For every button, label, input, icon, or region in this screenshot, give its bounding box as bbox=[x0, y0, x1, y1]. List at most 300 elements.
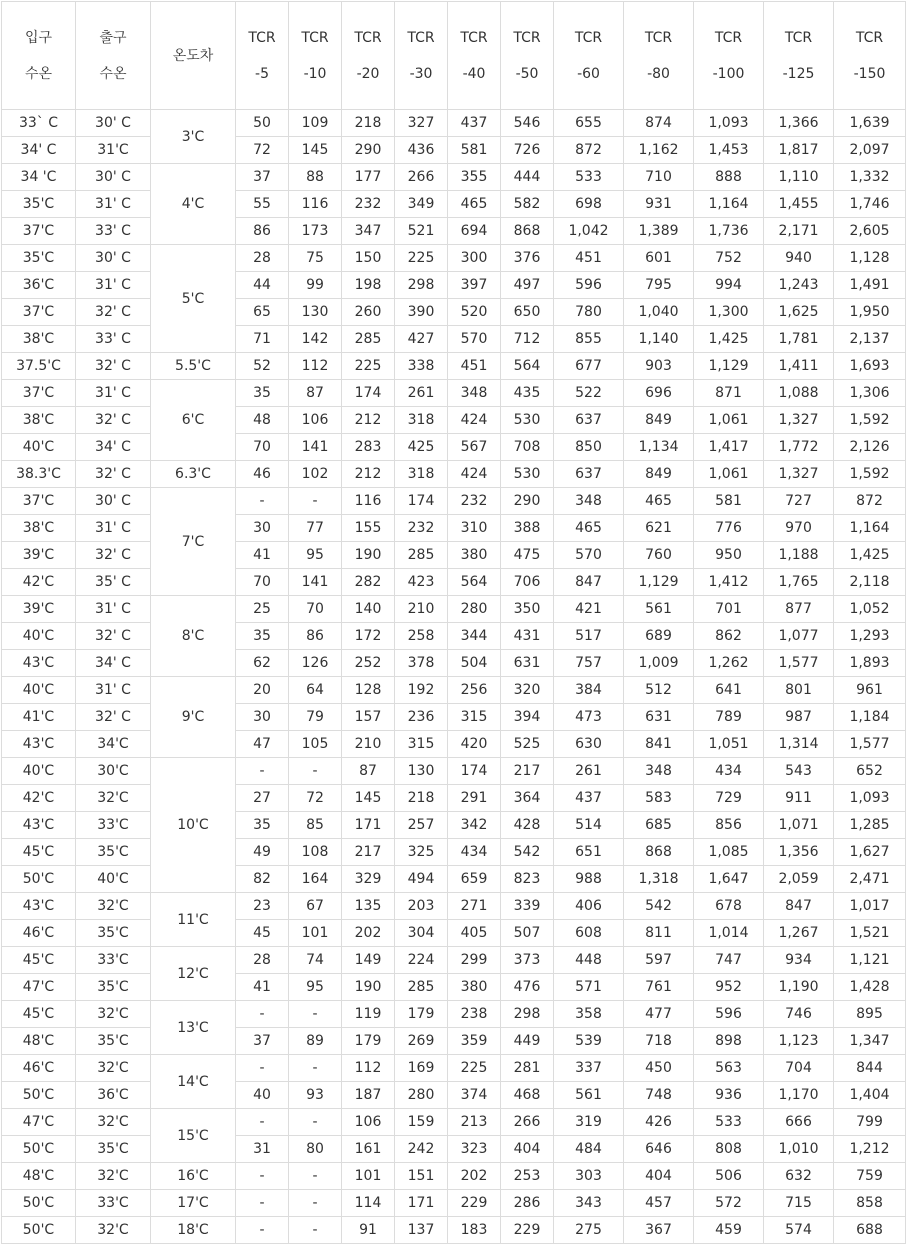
capacity-cell: 465 bbox=[554, 515, 624, 542]
table-row bbox=[2, 596, 906, 623]
capacity-cell: 874 bbox=[624, 110, 694, 137]
capacity-cell: 404 bbox=[624, 1163, 694, 1190]
capacity-cell: 65 bbox=[236, 299, 289, 326]
capacity-cell: 190 bbox=[342, 542, 395, 569]
capacity-cell: 149 bbox=[342, 947, 395, 974]
capacity-cell: 581 bbox=[694, 488, 764, 515]
capacity-cell: 343 bbox=[554, 1190, 624, 1217]
capacity-cell: 285 bbox=[342, 326, 395, 353]
header-outlet-temp bbox=[76, 2, 151, 110]
capacity-cell: 746 bbox=[764, 1001, 834, 1028]
inlet-temp-cell: 45'C bbox=[2, 1001, 76, 1028]
capacity-cell: 212 bbox=[342, 461, 395, 488]
capacity-cell: 27 bbox=[236, 785, 289, 812]
capacity-cell: 437 bbox=[554, 785, 624, 812]
header-model bbox=[764, 2, 834, 110]
table-row bbox=[2, 1136, 906, 1163]
capacity-cell: 1,129 bbox=[624, 569, 694, 596]
capacity-cell: 179 bbox=[342, 1028, 395, 1055]
capacity-cell: 229 bbox=[448, 1190, 501, 1217]
outlet-temp-cell: 32' C bbox=[76, 623, 151, 650]
outlet-temp-cell: 30' C bbox=[76, 245, 151, 272]
capacity-cell: 213 bbox=[448, 1109, 501, 1136]
inlet-temp-cell: 40'C bbox=[2, 434, 76, 461]
inlet-temp-cell: 50'C bbox=[2, 1136, 76, 1163]
capacity-cell: 449 bbox=[501, 1028, 554, 1055]
capacity-cell: 799 bbox=[834, 1109, 906, 1136]
capacity-cell: 888 bbox=[694, 164, 764, 191]
capacity-cell: 789 bbox=[694, 704, 764, 731]
capacity-cell: 64 bbox=[289, 677, 342, 704]
capacity-cell: 708 bbox=[501, 434, 554, 461]
capacity-cell: 477 bbox=[624, 1001, 694, 1028]
capacity-cell: 1,425 bbox=[694, 326, 764, 353]
capacity-cell: 310 bbox=[448, 515, 501, 542]
capacity-cell: 266 bbox=[395, 164, 448, 191]
capacity-cell: 283 bbox=[342, 434, 395, 461]
temp-diff-cell: 10'C bbox=[151, 758, 236, 893]
table-row bbox=[2, 758, 906, 785]
temp-diff-cell: 8'C bbox=[151, 596, 236, 677]
capacity-cell: 404 bbox=[501, 1136, 554, 1163]
capacity-cell: 522 bbox=[554, 380, 624, 407]
table-row bbox=[2, 704, 906, 731]
capacity-cell: 436 bbox=[395, 137, 448, 164]
capacity-cell: 752 bbox=[694, 245, 764, 272]
capacity-cell: - bbox=[289, 1001, 342, 1028]
temp-diff-cell: 9'C bbox=[151, 677, 236, 758]
header-model-line1: TCR bbox=[574, 29, 603, 46]
capacity-cell: 567 bbox=[448, 434, 501, 461]
header-model-line2: -80 bbox=[647, 65, 670, 82]
header-inlet-line1: 입구 bbox=[24, 29, 53, 46]
capacity-cell: 350 bbox=[501, 596, 554, 623]
capacity-cell: 1,647 bbox=[694, 866, 764, 893]
capacity-cell: 420 bbox=[448, 731, 501, 758]
outlet-temp-cell: 35'C bbox=[76, 1028, 151, 1055]
header-row bbox=[2, 2, 906, 110]
capacity-cell: 70 bbox=[236, 434, 289, 461]
capacity-cell: 202 bbox=[342, 920, 395, 947]
capacity-cell: 1,893 bbox=[834, 650, 906, 677]
capacity-cell: 601 bbox=[624, 245, 694, 272]
outlet-temp-cell: 30' C bbox=[76, 110, 151, 137]
capacity-cell: 1,772 bbox=[764, 434, 834, 461]
capacity-cell: 390 bbox=[395, 299, 448, 326]
capacity-cell: 1,327 bbox=[764, 407, 834, 434]
capacity-cell: - bbox=[236, 1163, 289, 1190]
capacity-cell: 30 bbox=[236, 704, 289, 731]
capacity-cell: 808 bbox=[694, 1136, 764, 1163]
capacity-cell: 112 bbox=[342, 1055, 395, 1082]
capacity-cell: 1,765 bbox=[764, 569, 834, 596]
capacity-cell: 1,040 bbox=[624, 299, 694, 326]
capacity-cell: 173 bbox=[289, 218, 342, 245]
outlet-temp-cell: 32' C bbox=[76, 353, 151, 380]
capacity-cell: 795 bbox=[624, 272, 694, 299]
capacity-cell: 2,137 bbox=[834, 326, 906, 353]
capacity-cell: 459 bbox=[694, 1217, 764, 1244]
capacity-cell: - bbox=[289, 1163, 342, 1190]
capacity-cell: 631 bbox=[501, 650, 554, 677]
capacity-cell: 348 bbox=[554, 488, 624, 515]
capacity-cell: 171 bbox=[342, 812, 395, 839]
capacity-cell: 174 bbox=[342, 380, 395, 407]
capacity-cell: 105 bbox=[289, 731, 342, 758]
capacity-cell: 1,093 bbox=[834, 785, 906, 812]
capacity-cell: 1,417 bbox=[694, 434, 764, 461]
capacity-cell: 425 bbox=[395, 434, 448, 461]
capacity-cell: 931 bbox=[624, 191, 694, 218]
capacity-cell: 135 bbox=[342, 893, 395, 920]
capacity-cell: 225 bbox=[342, 353, 395, 380]
capacity-cell: 298 bbox=[395, 272, 448, 299]
capacity-cell: 318 bbox=[395, 407, 448, 434]
capacity-cell: 35 bbox=[236, 623, 289, 650]
capacity-cell: 659 bbox=[448, 866, 501, 893]
capacity-cell: 507 bbox=[501, 920, 554, 947]
capacity-cell: 710 bbox=[624, 164, 694, 191]
capacity-cell: 689 bbox=[624, 623, 694, 650]
capacity-cell: 712 bbox=[501, 326, 554, 353]
capacity-cell: - bbox=[289, 488, 342, 515]
capacity-cell: 25 bbox=[236, 596, 289, 623]
capacity-cell: 871 bbox=[694, 380, 764, 407]
capacity-cell: 229 bbox=[501, 1217, 554, 1244]
capacity-cell: 1,128 bbox=[834, 245, 906, 272]
capacity-cell: 86 bbox=[289, 623, 342, 650]
capacity-cell: 517 bbox=[554, 623, 624, 650]
header-model-line1: TCR bbox=[784, 29, 813, 46]
capacity-cell: 847 bbox=[764, 893, 834, 920]
capacity-cell: 183 bbox=[448, 1217, 501, 1244]
capacity-cell: 20 bbox=[236, 677, 289, 704]
capacity-cell: 23 bbox=[236, 893, 289, 920]
capacity-cell: 109 bbox=[289, 110, 342, 137]
capacity-cell: 542 bbox=[624, 893, 694, 920]
capacity-cell: 1,627 bbox=[834, 839, 906, 866]
capacity-cell: 1,243 bbox=[764, 272, 834, 299]
capacity-cell: 376 bbox=[501, 245, 554, 272]
capacity-cell: 114 bbox=[342, 1190, 395, 1217]
temp-diff-cell: 4'C bbox=[151, 164, 236, 245]
capacity-cell: 342 bbox=[448, 812, 501, 839]
capacity-cell: 325 bbox=[395, 839, 448, 866]
capacity-cell: 99 bbox=[289, 272, 342, 299]
capacity-cell: 988 bbox=[554, 866, 624, 893]
capacity-cell: 280 bbox=[448, 596, 501, 623]
capacity-cell: - bbox=[236, 1109, 289, 1136]
capacity-cell: 303 bbox=[554, 1163, 624, 1190]
capacity-cell: 1,592 bbox=[834, 407, 906, 434]
capacity-cell: 950 bbox=[694, 542, 764, 569]
inlet-temp-cell: 46'C bbox=[2, 1055, 76, 1082]
capacity-cell: 150 bbox=[342, 245, 395, 272]
capacity-cell: 137 bbox=[395, 1217, 448, 1244]
capacity-cell: 300 bbox=[448, 245, 501, 272]
capacity-cell: 1,521 bbox=[834, 920, 906, 947]
capacity-cell: 961 bbox=[834, 677, 906, 704]
inlet-temp-cell: 37'C bbox=[2, 299, 76, 326]
table-row bbox=[2, 164, 906, 191]
capacity-cell: 52 bbox=[236, 353, 289, 380]
capacity-cell: 319 bbox=[554, 1109, 624, 1136]
capacity-cell: 844 bbox=[834, 1055, 906, 1082]
capacity-cell: 2,118 bbox=[834, 569, 906, 596]
capacity-cell: 285 bbox=[395, 974, 448, 1001]
header-model bbox=[289, 2, 342, 110]
inlet-temp-cell: 42'C bbox=[2, 785, 76, 812]
capacity-cell: 106 bbox=[289, 407, 342, 434]
capacity-cell: 1,736 bbox=[694, 218, 764, 245]
inlet-temp-cell: 35'C bbox=[2, 191, 76, 218]
capacity-cell: 224 bbox=[395, 947, 448, 974]
inlet-temp-cell: 37'C bbox=[2, 488, 76, 515]
capacity-cell: 116 bbox=[342, 488, 395, 515]
capacity-cell: 318 bbox=[395, 461, 448, 488]
table-row bbox=[2, 542, 906, 569]
outlet-temp-cell: 31' C bbox=[76, 596, 151, 623]
capacity-cell: 1,170 bbox=[764, 1082, 834, 1109]
capacity-cell: 651 bbox=[554, 839, 624, 866]
capacity-cell: 1,347 bbox=[834, 1028, 906, 1055]
header-model-line2: -50 bbox=[515, 65, 539, 82]
header-model-line2: -5 bbox=[255, 65, 269, 82]
inlet-temp-cell: 45'C bbox=[2, 839, 76, 866]
capacity-cell: 171 bbox=[395, 1190, 448, 1217]
capacity-cell: 329 bbox=[342, 866, 395, 893]
capacity-cell: 225 bbox=[395, 245, 448, 272]
outlet-temp-cell: 31' C bbox=[76, 515, 151, 542]
capacity-cell: 2,605 bbox=[834, 218, 906, 245]
inlet-temp-cell: 37'C bbox=[2, 380, 76, 407]
outlet-temp-cell: 34' C bbox=[76, 434, 151, 461]
capacity-cell: 367 bbox=[624, 1217, 694, 1244]
capacity-cell: 174 bbox=[448, 758, 501, 785]
capacity-cell: 266 bbox=[501, 1109, 554, 1136]
capacity-cell: 841 bbox=[624, 731, 694, 758]
capacity-cell: 315 bbox=[448, 704, 501, 731]
capacity-cell: 895 bbox=[834, 1001, 906, 1028]
table-row bbox=[2, 515, 906, 542]
inlet-temp-cell: 43'C bbox=[2, 731, 76, 758]
capacity-cell: 533 bbox=[554, 164, 624, 191]
capacity-cell: 506 bbox=[694, 1163, 764, 1190]
capacity-cell: 1,061 bbox=[694, 461, 764, 488]
inlet-temp-cell: 47'C bbox=[2, 974, 76, 1001]
table-row bbox=[2, 137, 906, 164]
capacity-cell: 394 bbox=[501, 704, 554, 731]
capacity-cell: 431 bbox=[501, 623, 554, 650]
capacity-cell: 397 bbox=[448, 272, 501, 299]
temp-diff-cell: 7'C bbox=[151, 488, 236, 596]
capacity-cell: 940 bbox=[764, 245, 834, 272]
inlet-temp-cell: 35'C bbox=[2, 245, 76, 272]
header-model-line2: -60 bbox=[577, 65, 600, 82]
table-row bbox=[2, 947, 906, 974]
capacity-cell: 428 bbox=[501, 812, 554, 839]
capacity-cell: 581 bbox=[448, 137, 501, 164]
capacity-cell: 315 bbox=[395, 731, 448, 758]
capacity-cell: 444 bbox=[501, 164, 554, 191]
capacity-cell: 423 bbox=[395, 569, 448, 596]
capacity-cell: 71 bbox=[236, 326, 289, 353]
capacity-cell: 1,184 bbox=[834, 704, 906, 731]
temp-diff-cell: 13'C bbox=[151, 1001, 236, 1055]
capacity-cell: 75 bbox=[289, 245, 342, 272]
capacity-cell: 849 bbox=[624, 407, 694, 434]
capacity-cell: 1,285 bbox=[834, 812, 906, 839]
table-row bbox=[2, 245, 906, 272]
outlet-temp-cell: 32' C bbox=[76, 299, 151, 326]
capacity-cell: 530 bbox=[501, 407, 554, 434]
capacity-cell: 374 bbox=[448, 1082, 501, 1109]
table-row bbox=[2, 569, 906, 596]
header-model-line1: TCR bbox=[855, 29, 884, 46]
header-outlet-line2: 수온 bbox=[99, 65, 127, 82]
capacity-cell: 726 bbox=[501, 137, 554, 164]
capacity-cell: 212 bbox=[342, 407, 395, 434]
capacity-cell: 161 bbox=[342, 1136, 395, 1163]
capacity-cell: 748 bbox=[624, 1082, 694, 1109]
capacity-cell: 694 bbox=[448, 218, 501, 245]
capacity-cell: 348 bbox=[448, 380, 501, 407]
outlet-temp-cell: 32'C bbox=[76, 1109, 151, 1136]
header-model bbox=[834, 2, 906, 110]
capacity-cell: 1,577 bbox=[834, 731, 906, 758]
capacity-cell: 384 bbox=[554, 677, 624, 704]
capacity-cell: 347 bbox=[342, 218, 395, 245]
capacity-cell: 218 bbox=[395, 785, 448, 812]
outlet-temp-cell: 32' C bbox=[76, 407, 151, 434]
outlet-temp-cell: 32'C bbox=[76, 1163, 151, 1190]
outlet-temp-cell: 31'C bbox=[76, 137, 151, 164]
capacity-cell: 678 bbox=[694, 893, 764, 920]
header-inlet-line2: 수온 bbox=[24, 65, 53, 82]
capacity-cell: 271 bbox=[448, 893, 501, 920]
capacity-cell: 192 bbox=[395, 677, 448, 704]
capacity-cell: 79 bbox=[289, 704, 342, 731]
table-row bbox=[2, 1001, 906, 1028]
capacity-cell: 525 bbox=[501, 731, 554, 758]
capacity-cell: 232 bbox=[395, 515, 448, 542]
capacity-cell: 632 bbox=[764, 1163, 834, 1190]
capacity-cell: 323 bbox=[448, 1136, 501, 1163]
capacity-cell: 621 bbox=[624, 515, 694, 542]
capacity-cell: 256 bbox=[448, 677, 501, 704]
capacity-cell: 406 bbox=[554, 893, 624, 920]
capacity-cell: 608 bbox=[554, 920, 624, 947]
outlet-temp-cell: 35'C bbox=[76, 1136, 151, 1163]
outlet-temp-cell: 32' C bbox=[76, 704, 151, 731]
capacity-cell: 484 bbox=[554, 1136, 624, 1163]
capacity-cell: 512 bbox=[624, 677, 694, 704]
outlet-temp-cell: 31' C bbox=[76, 272, 151, 299]
capacity-cell: 1,162 bbox=[624, 137, 694, 164]
capacity-cell: 1,134 bbox=[624, 434, 694, 461]
header-outlet-line1: 출구 bbox=[99, 29, 127, 46]
capacity-cell: 868 bbox=[624, 839, 694, 866]
capacity-cell: 811 bbox=[624, 920, 694, 947]
header-model-line2: -20 bbox=[356, 65, 380, 82]
capacity-cell: 101 bbox=[342, 1163, 395, 1190]
table-row bbox=[2, 1055, 906, 1082]
capacity-cell: 145 bbox=[289, 137, 342, 164]
capacity-cell: 337 bbox=[554, 1055, 624, 1082]
capacity-cell: 141 bbox=[289, 434, 342, 461]
capacity-cell: 424 bbox=[448, 461, 501, 488]
capacity-cell: 45 bbox=[236, 920, 289, 947]
capacity-cell: 169 bbox=[395, 1055, 448, 1082]
capacity-cell: 596 bbox=[694, 1001, 764, 1028]
capacity-cell: 225 bbox=[448, 1055, 501, 1082]
capacity-cell: 898 bbox=[694, 1028, 764, 1055]
capacity-cell: 1,188 bbox=[764, 542, 834, 569]
outlet-temp-cell: 30' C bbox=[76, 164, 151, 191]
capacity-cell: 571 bbox=[554, 974, 624, 1001]
capacity-cell: 1,314 bbox=[764, 731, 834, 758]
capacity-cell: 155 bbox=[342, 515, 395, 542]
inlet-temp-cell: 37'C bbox=[2, 218, 76, 245]
outlet-temp-cell: 30' C bbox=[76, 488, 151, 515]
capacity-cell: 1,051 bbox=[694, 731, 764, 758]
capacity-cell: 631 bbox=[624, 704, 694, 731]
table-row bbox=[2, 812, 906, 839]
capacity-cell: 872 bbox=[554, 137, 624, 164]
capacity-cell: 46 bbox=[236, 461, 289, 488]
capacity-cell: 521 bbox=[395, 218, 448, 245]
capacity-cell: 2,059 bbox=[764, 866, 834, 893]
capacity-cell: 304 bbox=[395, 920, 448, 947]
temp-diff-cell: 6.3'C bbox=[151, 461, 236, 488]
capacity-cell: 903 bbox=[624, 353, 694, 380]
capacity-cell: 427 bbox=[395, 326, 448, 353]
capacity-cell: 520 bbox=[448, 299, 501, 326]
capacity-cell: 780 bbox=[554, 299, 624, 326]
capacity-cell: 1,212 bbox=[834, 1136, 906, 1163]
capacity-cell: 1,009 bbox=[624, 650, 694, 677]
inlet-temp-cell: 40'C bbox=[2, 758, 76, 785]
capacity-cell: 497 bbox=[501, 272, 554, 299]
capacity-cell: 473 bbox=[554, 704, 624, 731]
table-row bbox=[2, 434, 906, 461]
header-model bbox=[624, 2, 694, 110]
capacity-cell: 563 bbox=[694, 1055, 764, 1082]
header-model-line2: -100 bbox=[712, 65, 745, 82]
table-row bbox=[2, 110, 906, 137]
capacity-cell: 74 bbox=[289, 947, 342, 974]
capacity-cell: 1,356 bbox=[764, 839, 834, 866]
capacity-cell: 727 bbox=[764, 488, 834, 515]
capacity-cell: 2,097 bbox=[834, 137, 906, 164]
capacity-cell: 858 bbox=[834, 1190, 906, 1217]
capacity-cell: 1,077 bbox=[764, 623, 834, 650]
table-row bbox=[2, 1217, 906, 1244]
capacity-cell: 1,121 bbox=[834, 947, 906, 974]
capacity-cell: 504 bbox=[448, 650, 501, 677]
capacity-cell: 112 bbox=[289, 353, 342, 380]
capacity-cell: 348 bbox=[624, 758, 694, 785]
header-model bbox=[554, 2, 624, 110]
inlet-temp-cell: 33` C bbox=[2, 110, 76, 137]
table-row bbox=[2, 839, 906, 866]
capacity-cell: 704 bbox=[764, 1055, 834, 1082]
header-model-line1: TCR bbox=[407, 29, 435, 46]
capacity-cell: 570 bbox=[448, 326, 501, 353]
capacity-cell: 285 bbox=[395, 542, 448, 569]
capacity-cell: 35 bbox=[236, 380, 289, 407]
header-model-line2: -40 bbox=[462, 65, 486, 82]
